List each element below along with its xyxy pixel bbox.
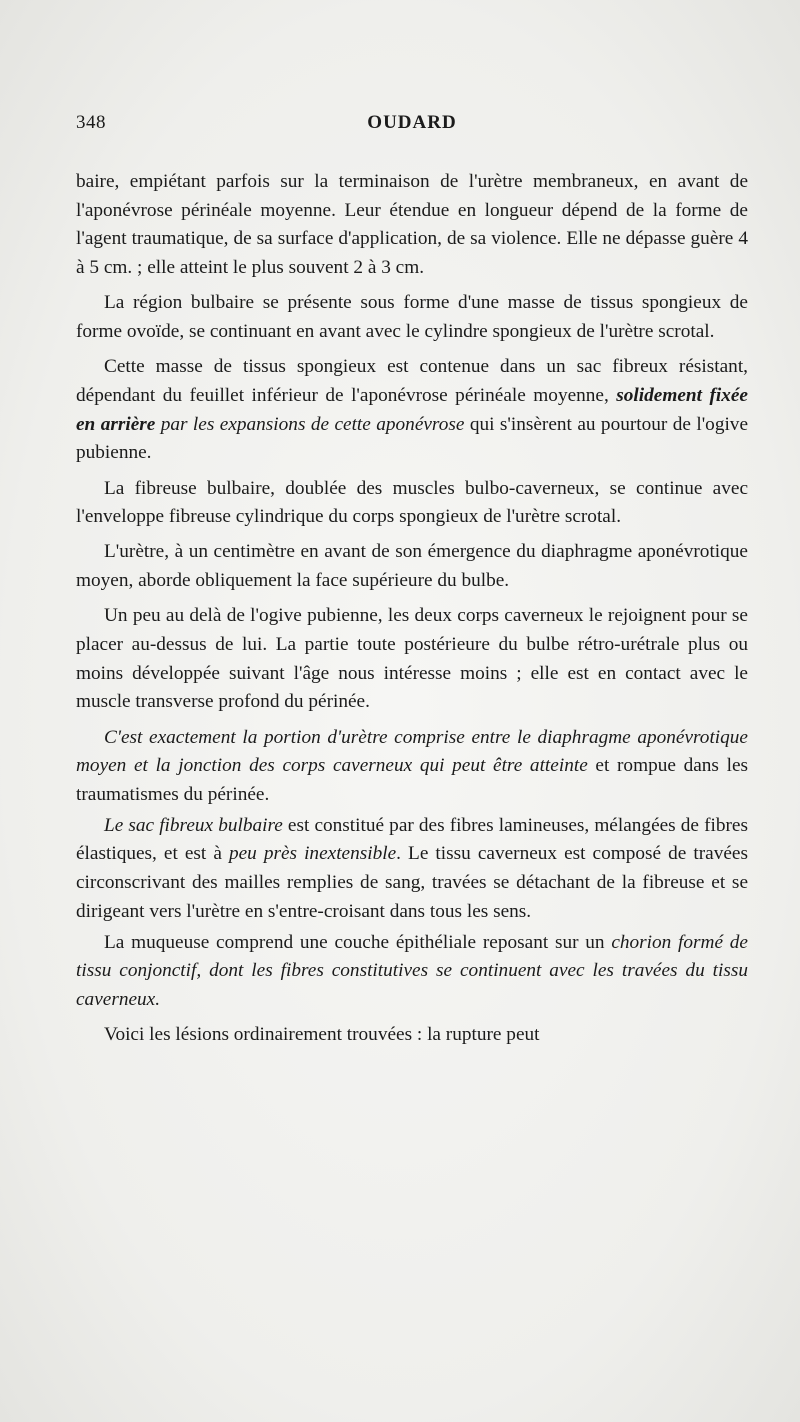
paragraph-8 (76, 812, 748, 927)
body-text (76, 168, 748, 1050)
page-header (76, 112, 748, 142)
paragraph-5 (76, 538, 748, 595)
paragraph-10-text: Voici les lésions ordinairement trouvées : la rupture peut (104, 1024, 540, 1046)
paragraph-4 (76, 475, 748, 532)
paragraph-2 (76, 289, 748, 346)
page-number: 348 (76, 112, 106, 133)
paragraph-1 (76, 168, 748, 283)
paragraph-7-text: et rompue dans les traumatismes du périnée. (76, 755, 749, 806)
paragraph-8-text-b: . Le tissu caverneux est composé de travées circonscrivant des mailles remplies de sang, travées se détachant de la fibreuse et se dirigeant vers l'urètre en s'entre-croisant dans tous les sens. (76, 843, 748, 922)
paragraph-3-text-a: Cette masse de tissus spongieux est contenue dans un sac fibreux résistant, dépendant du feuillet inférieur de l'aponévrose périnéale moyenne, (76, 356, 748, 406)
paragraph-9 (76, 929, 748, 1015)
paragraph-7-italic: C'est exactement la portion d'urètre comprise entre le diaphragme aponévrotique moyen et la jonction des corps caverneux qui peut être atteinte (76, 726, 748, 777)
paragraph-5-text: L'urètre, à un centimètre en avant de son émergence du diaphragme aponévrotique moyen, aborde obliquement la face supérieure du bulbe. (76, 541, 748, 592)
paragraph-9-text: La muqueuse comprend une couche épithéliale reposant sur un (104, 931, 612, 953)
paragraph-6-text: Un peu au delà de l'ogive pubienne, les deux corps caverneux le rejoignent pour se placer au-dessus de lui. La partie toute postérieure du bulbe rétro-urétrale plus ou moins développée suivant l'âge nous intéresse moins ; elle est en contact avec le muscle transverse profond du périnée. (76, 605, 748, 713)
paragraph-3 (76, 353, 748, 468)
paragraph-6 (76, 602, 748, 717)
paragraph-2-text: La région bulbaire se présente sous forme d'une masse de tissus spongieux de forme ovoïde, se continuant en avant avec le cylindre spongieux de l'urètre scrotal. (76, 292, 748, 343)
paragraph-3-italic: par les expansions de cette aponévrose (155, 413, 465, 435)
running-head: OUDARD (367, 112, 457, 133)
paragraph-3-text-b: qui s'insèrent au pourtour de l'ogive pubienne. (76, 413, 749, 464)
paragraph-9-italic: chorion formé de tissu conjonctif, dont les fibres constitutives se continuent avec les travées du tissu caverneux. (76, 931, 748, 1010)
paragraph-10 (76, 1021, 748, 1050)
paragraph-3-bold-italic: solidement fixée en arrière (76, 384, 748, 435)
paragraph-8-italic-b: peu près inextensible (228, 843, 397, 865)
paragraph-8-italic-a: Le sac fibreux bulbaire (104, 814, 283, 836)
paragraph-1-text: baire, empiétant parfois sur la terminaison de l'urètre membraneux, en avant de l'aponévrose périnéale moyenne. Leur étendue en longueur dépend de la forme de l'agent traumatique, de sa surface d'application, de sa violence. Elle ne dépasse guère 4 à 5 cm. ; elle atteint le plus souvent 2 à 3 cm. (76, 171, 748, 279)
paragraph-4-text: La fibreuse bulbaire, doublée des muscles bulbo-caverneux, se continue avec l'enveloppe fibreuse cylindrique du corps spongieux de l'urètre scrotal. (76, 477, 748, 528)
paragraph-7 (76, 724, 748, 810)
paragraph-8-text-a: est constitué par des fibres lamineuses, mélangées de fibres élastiques, et est à (76, 814, 748, 865)
